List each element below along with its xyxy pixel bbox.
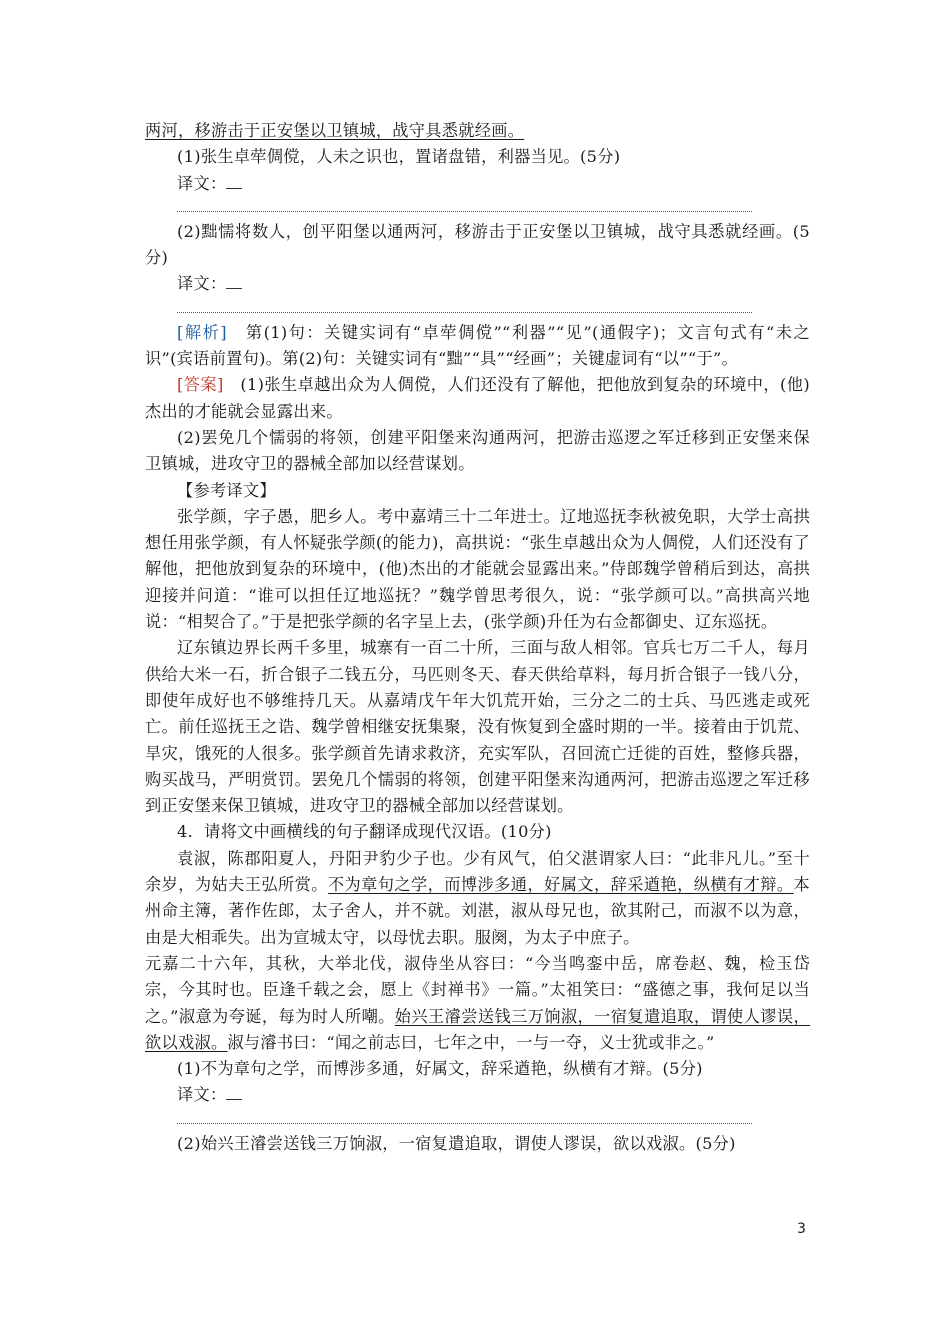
yiwen-label: 译文：: [177, 1085, 227, 1105]
reference-paragraph: 辽东镇边界长两千多里，城寨有一百二十所，三面与敌人相邻。官兵七万二千人，每月供给大米一石，折合银子二钱五分，马匹则冬天、春天供给草料，每月折合银子一钱八分，即使年成好也不够维持几天。从嘉靖戊午年大饥荒开始，三分之二的士兵、马匹逃走或死亡。前任巡抚王之诰、魏学曾相继安抚集聚，没有恢复到全盛时期的一半。接着由于饥荒、旱灾，饿死的人很多。张学颜首先请求救济，充实军队，召回流亡迁徙的百姓，整修兵器，购买战马，严明赏罚。罢免几个懦弱的将领，创建平阳堡来沟通两河，把游击巡逻之军迁移到正安堡来保卫镇城，进攻守卫的器械全部加以经营谋划。: [145, 638, 810, 816]
question-4-2: (2)始兴王濬尝送钱三万饷淑，一宿复遣追取，谓使人谬误，欲以戏淑。(5分): [177, 1133, 736, 1153]
underlined-sentence: 两河，移游击于正安堡以卫镇城，战守具悉就经画。: [145, 121, 525, 140]
underlined-sentence: 始兴王濬尝送钱三万饷淑，一宿复遣追取，谓使人谬误，欲以戏淑。: [145, 1006, 810, 1052]
answer-blank: [226, 276, 242, 289]
passage-paragraph: [145, 846, 810, 951]
reference-title: 【参考译文】: [177, 480, 276, 500]
underlined-sentence: 不为章句之学，而博涉多通，好属文，辞采遒艳，纵横有才辩。: [327, 875, 794, 895]
document-body: [145, 118, 810, 1157]
answer-prompt: [145, 271, 810, 297]
analysis: [145, 320, 810, 373]
page-number: 3: [797, 1221, 806, 1237]
answer-line: [177, 312, 752, 314]
answer-text: (1)张生卓越出众为人倜傥，人们还没有了解他，把他放到复杂的环境中，(他)杰出的才能就会显露出来。: [145, 375, 810, 421]
analysis-label: [解析]: [177, 322, 227, 342]
question-4-1: (1)不为章句之学，而博涉多通，好属文，辞采遒艳，纵横有才辩。(5分): [177, 1059, 703, 1079]
question-4: 4．请将文中画横线的句子翻译成现代汉语。(10分): [177, 822, 552, 842]
answer-line: [177, 211, 752, 213]
passage-text: 淑与濬书曰：“闻之前志曰，七年之中，一与一夺，义士犹或非之。”: [227, 1032, 715, 1052]
passage-text: 袁淑，陈郡阳夏人，丹阳尹豹少子也。少有风气，伯父湛谓家人曰：“此非凡儿。”至十余岁，为姑夫王弘所赏。: [145, 848, 810, 895]
answer-2: (2)罢免几个懦弱的将领，创建平阳堡来沟通两河，把游击巡逻之军迁移到正安堡来保卫镇城，进攻守卫的器械全部加以经营谋划。: [145, 427, 810, 474]
answer-line: [177, 1123, 752, 1125]
yiwen-label: 译文：: [177, 173, 227, 193]
answer-prompt: [145, 1082, 810, 1108]
analysis-text: 第(1)句：关键实词有“卓荦倜傥”“利器”“见”(通假字)；文言句式有“未之识”(宾语前置句)。第(2)句：关键实词有“黜”“具”“经画”；关键虚词有“以”“于”。: [145, 322, 810, 369]
question-2: (2)黜懦将数人，创平阳堡以通两河，移游击于正安堡以卫镇城，战守具悉就经画。(5分): [145, 221, 810, 268]
passage-text: 本州命主簿，著作佐郎，太子舍人，并不就。刘湛，淑从母兄也，欲其附己，而淑不以为意，由是大相乖失。出为宣城太守，以母忧去职。服阕，为太子中庶子。: [145, 875, 810, 947]
passage-text: 元嘉二十六年，其秋，大举北伐，淑侍坐从容曰：“今当鸣銮中岳，席卷赵、魏，检玉岱宗，今其时也。臣逢千载之会，愿上《封禅书》一篇。”太祖笑曰：“盛德之事，我何足以当之。”淑意为夸诞，每为时人所嘲。: [145, 953, 810, 1026]
answer-prompt: [145, 171, 810, 197]
yiwen-label: 译文：: [177, 274, 227, 294]
answer: [145, 372, 810, 425]
answer-label: [答案]: [177, 375, 224, 395]
reference-paragraph: 张学颜，字子愚，肥乡人。考中嘉靖三十二年进士。辽地巡抚李秋被免职，大学士高拱想任用张学颜，有人怀疑张学颜(的能力)，高拱说：“张生卓越出众为人倜傥，人们还没有了解他，把他放到复杂的环境中，(他)杰出的才能就会显露出来。”侍郎魏学曾稍后到达，高拱迎接并问道：“谁可以担任辽地巡抚？”魏学曾思考很久，说：“张学颜可以。”高拱高兴地说：“相契合了。”于是把张学颜的名字呈上去，(张学颜)升任为右佥都御史、辽东巡抚。: [145, 506, 810, 632]
answer-blank: [226, 1087, 242, 1100]
answer-blank: [226, 176, 242, 189]
passage-paragraph: [145, 951, 810, 1056]
question-1: (1)张生卓荦倜傥，人未之识也，置诸盘错，利器当见。(5分): [177, 147, 621, 167]
text-line: [145, 118, 810, 144]
